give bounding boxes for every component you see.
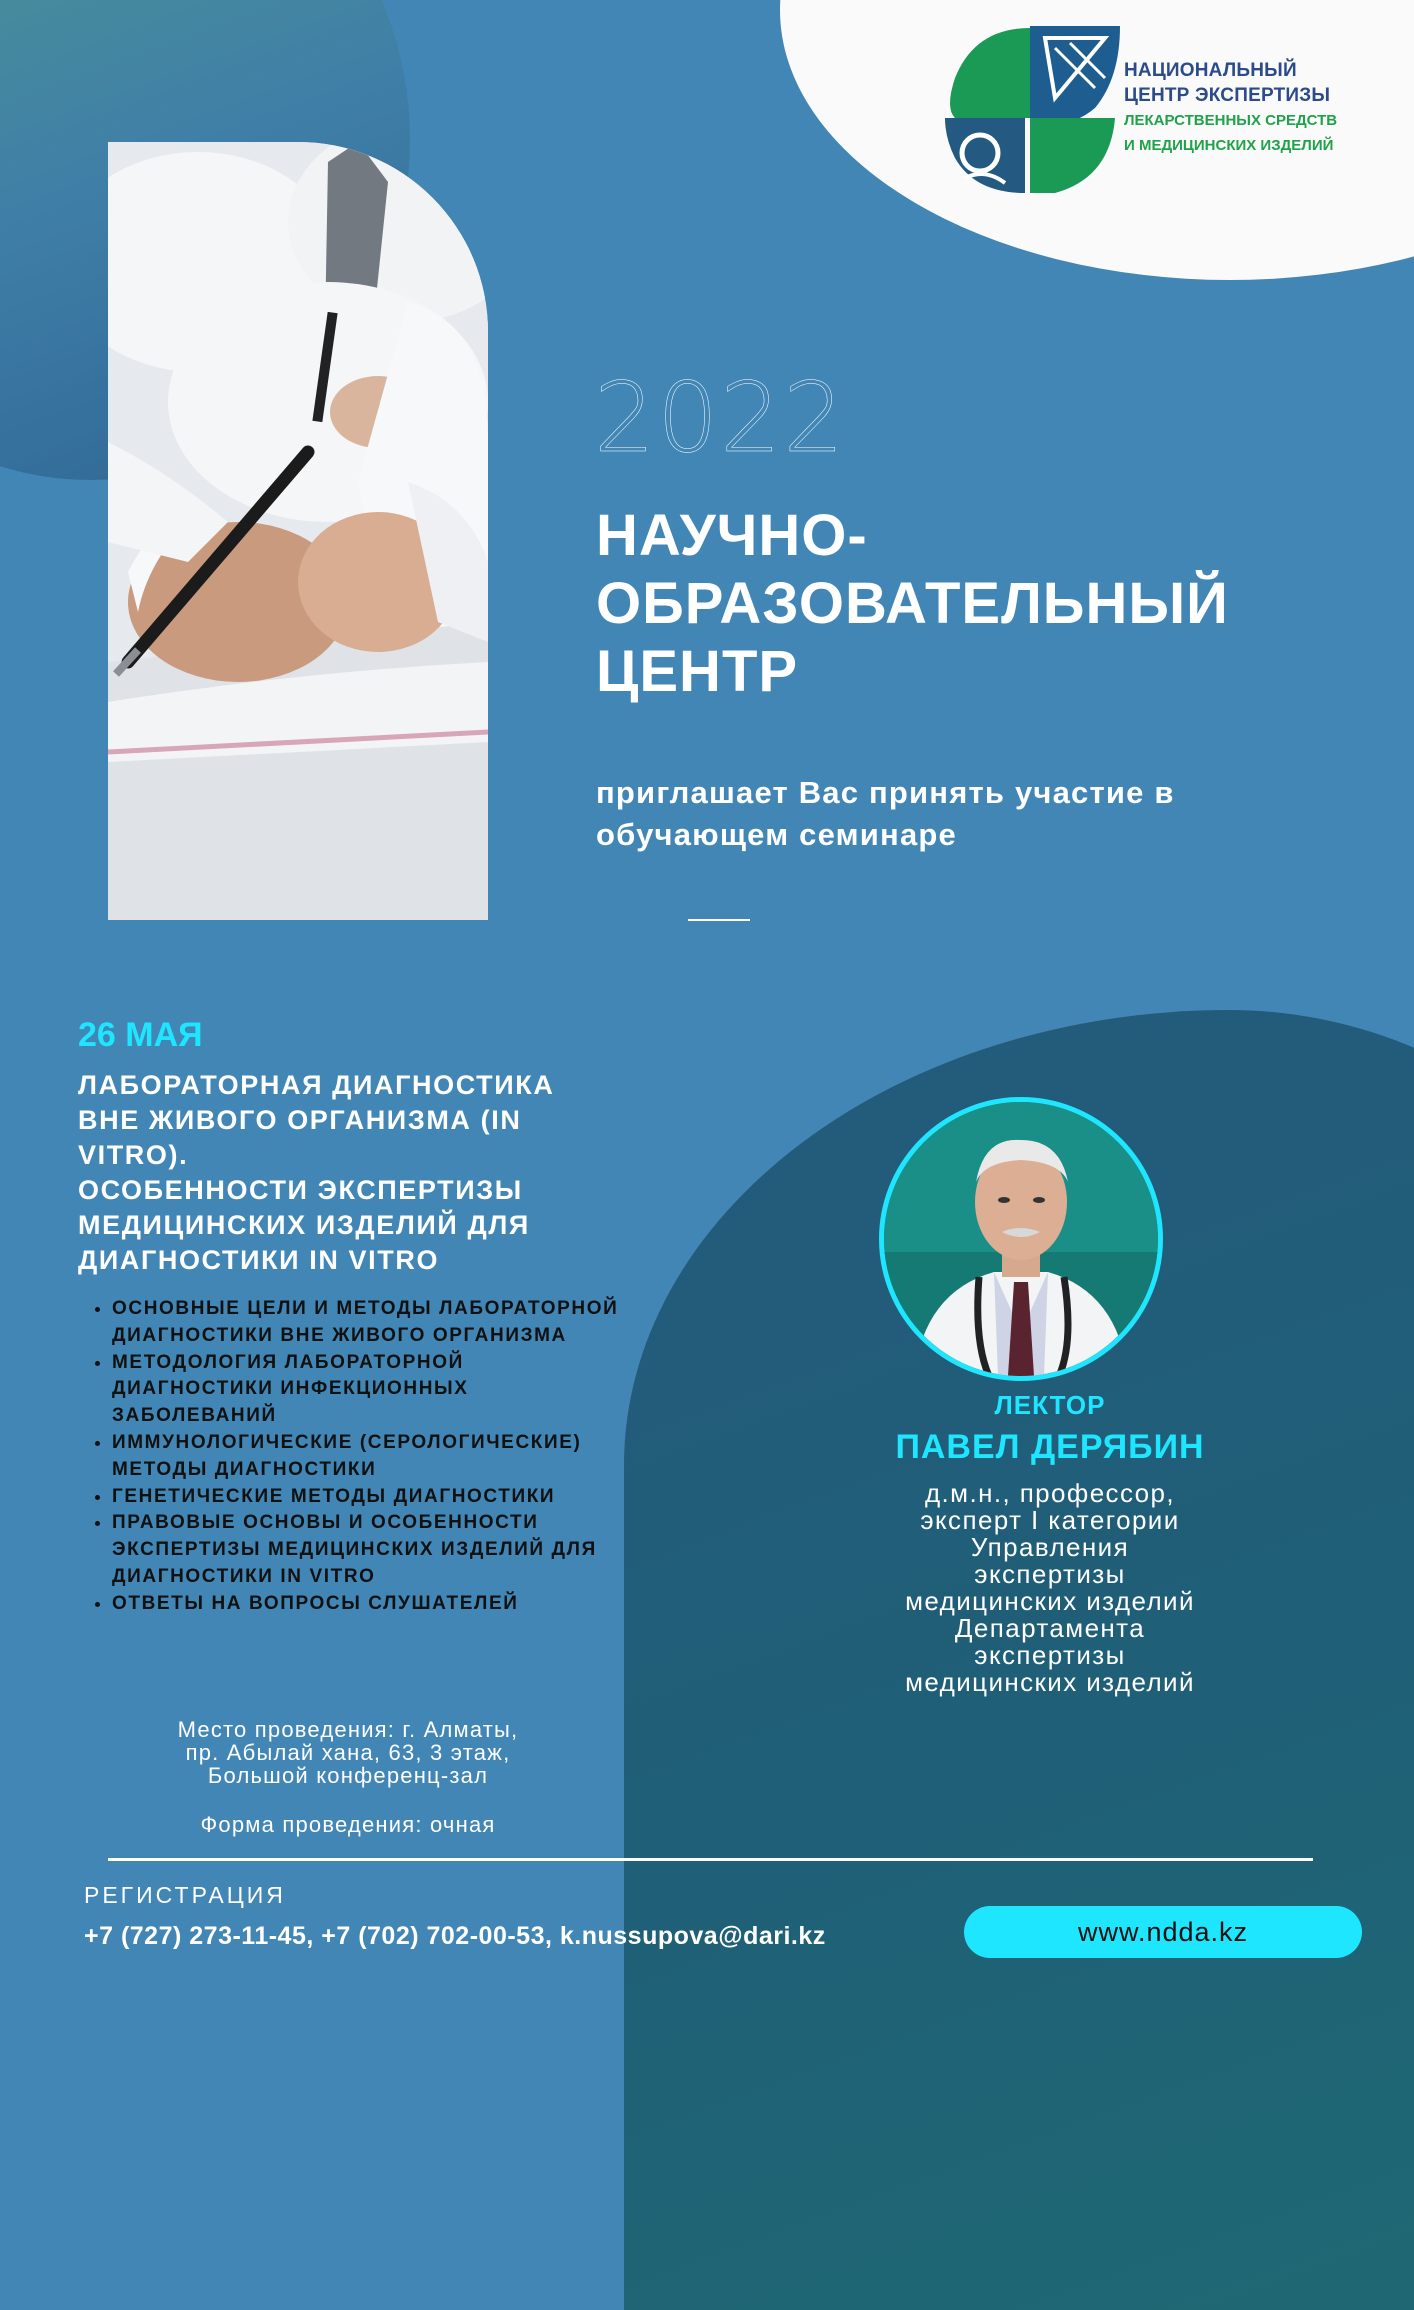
title-line: НАУЧНО- (596, 503, 868, 568)
agenda-item: • ГЕНЕТИЧЕСКИЕ МЕТОДЫ ДИАГНОСТИКИ (112, 1484, 632, 1511)
lecturer-photo (879, 1097, 1163, 1381)
lecturer-label: ЛЕКТОР (994, 1390, 1106, 1420)
venue-line: Место проведения: г. Алматы, (177, 1717, 519, 1742)
website-link[interactable]: www.ndda.kz (964, 1906, 1362, 1958)
invite-line: приглашает Вас принять участие в (596, 775, 1175, 810)
topic-line: VITRO). (78, 1140, 189, 1170)
invitation-text (596, 772, 1296, 856)
ndda-logo (935, 18, 1125, 198)
lecturer-desc-line: Управления (970, 1532, 1130, 1562)
agenda-item: • ПРАВОВЫЕ ОСНОВЫ И ОСОБЕННОСТИ ЭКСПЕРТИЗЫ МЕДИЦИНСКИХ ИЗДЕЛИЙ ДЛЯ ДИАГНОСТИКИ IN VITRO (112, 1510, 632, 1590)
registration-contacts[interactable]: +7 (727) 273-11-45, +7 (702) 702-00-53, k.nussupova@dari.kz (84, 1922, 826, 1950)
lecturer-desc-line: медицинских изделий (905, 1667, 1195, 1697)
logo-text (1124, 58, 1337, 158)
venue-line: Большой конференц-зал (207, 1763, 489, 1788)
lecturer-desc-line: экспертизы (974, 1640, 1126, 1670)
logo-line: НАЦИОНАЛЬНЫЙ (1124, 60, 1297, 81)
seminar-photo (108, 142, 488, 920)
divider (688, 919, 750, 921)
seminar-date: 26 МАЯ (78, 1016, 203, 1054)
topic-line: ДИАГНОСТИКИ IN VITRO (78, 1245, 440, 1275)
topic-line: ВНЕ ЖИВОГО ОРГАНИЗМА (IN (78, 1105, 522, 1135)
lecturer-desc-line: д.м.н., профессор, (924, 1478, 1175, 1508)
logo-line: ЦЕНТР ЭКСПЕРТИЗЫ (1124, 85, 1331, 106)
lecturer-desc-line: Департамента (954, 1613, 1146, 1643)
footer-divider (108, 1858, 1313, 1861)
invite-line: обучающем семинаре (596, 817, 957, 852)
agenda-item: • ИММУНОЛОГИЧЕСКИЕ (СЕРОЛОГИЧЕСКИЕ) МЕТОДЫ ДИАГНОСТИКИ (112, 1430, 632, 1484)
lecturer-desc-line: экспертизы (974, 1559, 1126, 1589)
venue-line: пр. Абылай хана, 63, 3 этаж, (185, 1740, 511, 1765)
registration-label: РЕГИСТРАЦИЯ (84, 1882, 286, 1908)
logo-line: И МЕДИЦИНСКИХ ИЗДЕЛИЙ (1124, 137, 1334, 154)
agenda-list (98, 1296, 632, 1618)
lecturer-desc-line: медицинских изделий (905, 1586, 1195, 1616)
agenda-item: • ОСНОВНЫЕ ЦЕЛИ И МЕТОДЫ ЛАБОРАТОРНОЙ ДИАГНОСТИКИ ВНЕ ЖИВОГО ОРГАНИЗМА (112, 1296, 632, 1350)
title-line: ЦЕНТР (596, 639, 799, 704)
lecturer-name: ПАВЕЛ ДЕРЯБИН (895, 1428, 1205, 1466)
seminar-topic (78, 1068, 598, 1278)
topic-line: ЛАБОРАТОРНАЯ ДИАГНОСТИКА (78, 1070, 555, 1100)
lecturer-description (870, 1480, 1230, 1696)
topic-line: ОСОБЕННОСТИ ЭКСПЕРТИЗЫ (78, 1175, 523, 1205)
lecturer-desc-line: эксперт I категории (920, 1505, 1180, 1535)
title-line: ОБРАЗОВАТЕЛЬНЫЙ (596, 571, 1229, 636)
logo-line: ЛЕКАРСТВЕННЫХ СРЕДСТВ (1124, 112, 1338, 129)
agenda-item: • МЕТОДОЛОГИЯ ЛАБОРАТОРНОЙ ДИАГНОСТИКИ ИНФЕКЦИОННЫХ ЗАБОЛЕВАНИЙ (112, 1350, 632, 1430)
agenda-item: • ОТВЕТЫ НА ВОПРОСЫ СЛУШАТЕЛЕЙ (112, 1591, 632, 1618)
format-info: Форма проведения: очная (200, 1812, 496, 1837)
year-heading: 2022 (594, 362, 847, 474)
venue-info (118, 1718, 578, 1787)
topic-line: МЕДИЦИНСКИХ ИЗДЕЛИЙ ДЛЯ (78, 1210, 530, 1240)
page-title (596, 502, 1296, 706)
